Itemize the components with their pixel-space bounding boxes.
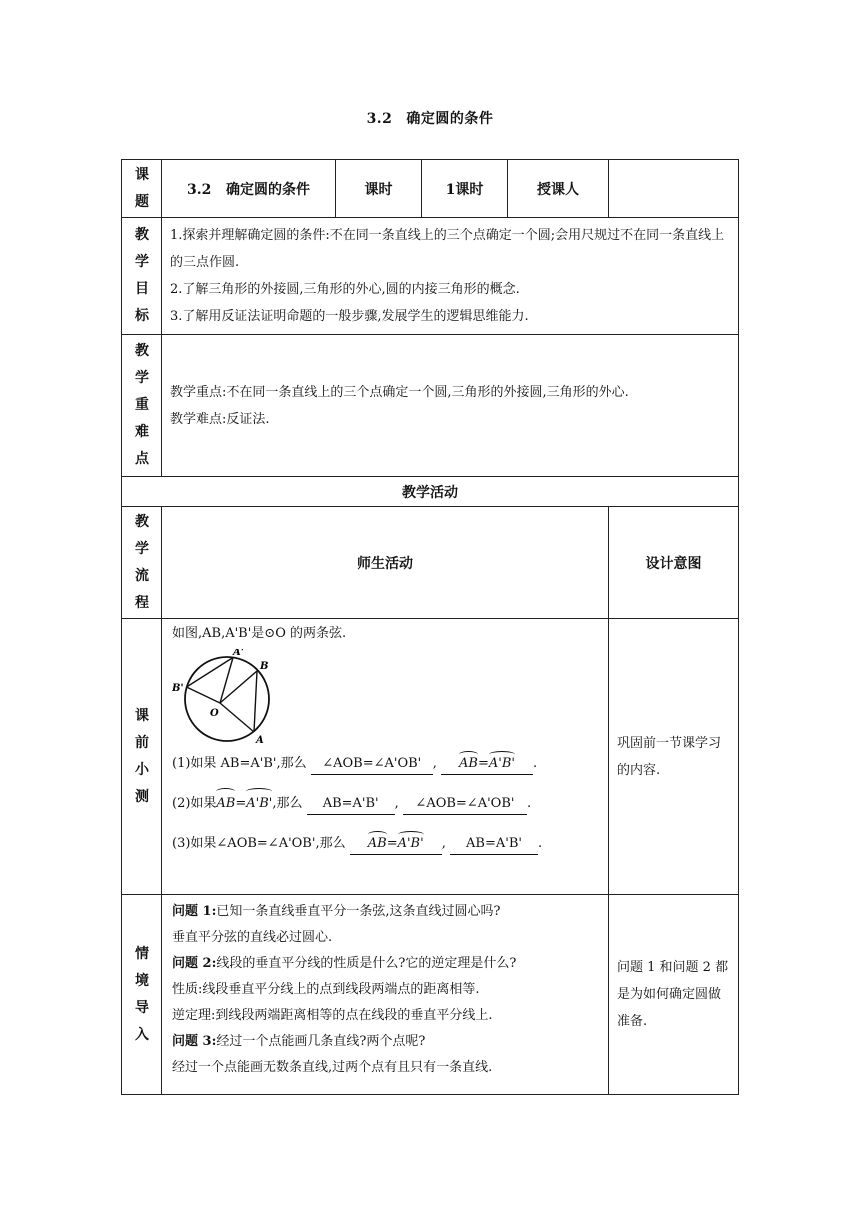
pretest-row (122, 619, 739, 895)
intro-answer-2a: 性质:线段垂直平分线上的点到线段两端点的距离相等. (172, 982, 480, 997)
radius-ob-prime (187, 687, 221, 703)
arc-a-prime-b-prime: A'B' (398, 834, 424, 854)
flow-header-row (122, 507, 739, 619)
teacher-value (609, 160, 739, 218)
q2-prefix: (2)如果 (172, 796, 217, 811)
q3-prefix: (3)如果∠AOB=∠A'OB',那么 (172, 836, 346, 851)
arc-ab: AB (368, 834, 387, 854)
title-number: 3.2 (366, 111, 393, 127)
q3-answer-1 (350, 834, 442, 855)
title-text: 确定圆的条件 (406, 111, 494, 127)
activity-column-header: 师生活动 (162, 507, 609, 619)
pretest-content (162, 619, 609, 895)
intro-question-3 (172, 1029, 598, 1055)
q2-title: 问题 2: (172, 956, 217, 971)
chord-ab (254, 671, 257, 732)
goal-item: 1.探索并理解确定圆的条件:不在同一条直线上的三个点确定一个圆;会用尺规过不在同一条直线上的三点作圆. (170, 228, 725, 270)
subject-cell (162, 160, 336, 218)
q3-answer-2: AB=A'B' (450, 834, 538, 855)
arc-a-prime-b-prime: A'B' (246, 791, 272, 817)
key-points-label: 教学重难点 (122, 335, 162, 477)
flow-label: 教学流程 (122, 507, 162, 619)
pretest-label: 课前小测 (122, 619, 162, 895)
lesson-plan-table (121, 159, 739, 1095)
pretest-design: 巩固前一节课学习的内容. (609, 619, 739, 895)
intro-answer-2b: 逆定理:到线段两端距离相等的点在线段的垂直平分线上. (172, 1008, 493, 1023)
label-a-prime: A' (233, 649, 244, 658)
pretest-question-1 (172, 751, 598, 777)
arc-ab: AB (459, 754, 478, 774)
activities-heading-row (122, 477, 739, 507)
q2-mid: ,那么 (272, 796, 303, 811)
q1-eq: = (478, 756, 489, 771)
key-point: 教学重点:不在同一条直线上的三个点确定一个圆,三角形的外接圆,三角形的外心. (170, 384, 629, 400)
intro-question-1 (172, 899, 598, 925)
key-points-row (122, 335, 739, 477)
q2-comma: , (394, 796, 399, 811)
pretest-question-2 (172, 791, 598, 817)
goals-content (162, 218, 739, 335)
q1-period: . (533, 756, 538, 771)
intro-answer-3: 经过一个点能画无数条直线,过两个点有且只有一条直线. (172, 1060, 493, 1075)
difficult-point: 教学难点:反证法. (170, 411, 270, 427)
period-label: 课时 (336, 160, 422, 218)
q3-text: 经过一个点能画几条直线?两个点呢? (216, 1034, 426, 1049)
radius-ob (220, 671, 257, 703)
q1-answer-1: ∠AOB=∠A'OB' (311, 754, 433, 775)
q1-prefix: (1)如果 AB=A'B',那么 (172, 756, 307, 771)
activities-heading: 教学活动 (122, 477, 739, 507)
q2-text: 线段的垂直平分线的性质是什么?它的逆定理是什么? (216, 956, 517, 971)
q2-period: . (526, 796, 532, 811)
q3-title: 问题 3: (172, 1034, 217, 1049)
q2-answer-2: ∠AOB=∠A'OB' (403, 794, 527, 815)
intro-label: 情境导入 (122, 895, 162, 1095)
radius-oa (220, 703, 254, 732)
document-title (0, 108, 860, 128)
circle-o (185, 657, 269, 741)
q1-title: 问题 1: (172, 904, 217, 919)
circle-figure (172, 649, 282, 745)
q3-period: . (538, 836, 543, 851)
q3-eq: = (386, 836, 398, 851)
goal-item: 3.了解用反证法证明命题的一般步骤,发展学生的逻辑思维能力. (170, 309, 529, 324)
q1-text: 已知一条直线垂直平分一条弦,这条直线过圆心吗? (216, 904, 501, 919)
q1-comma: , (432, 756, 437, 771)
label-b-prime: B' (172, 683, 184, 694)
intro-question-2 (172, 951, 598, 977)
pretest-intro: 如图,AB,A'B'是⊙O 的两条弦. (172, 626, 347, 641)
label-o: O (210, 708, 219, 719)
period-value: 1课时 (422, 160, 508, 218)
intro-content (162, 895, 609, 1095)
intro-row (122, 895, 739, 1095)
label-b: B (260, 661, 269, 672)
q2-answer-1: AB=A'B' (307, 794, 395, 815)
arc-a-prime-b-prime: A'B' (489, 754, 515, 774)
subject-label: 课题 (122, 160, 162, 218)
q2-eq: = (235, 796, 247, 811)
intro-answer-1: 垂直平分弦的直线必过圆心. (172, 930, 333, 945)
arc-ab: AB (216, 791, 235, 817)
header-row (122, 160, 739, 218)
q1-answer-2 (441, 754, 533, 775)
label-a: A (256, 735, 264, 745)
subject-name: 确定圆的条件 (225, 181, 310, 198)
goals-label: 教学目标 (122, 218, 162, 335)
pretest-question-3 (172, 831, 598, 857)
subject-number: 3.2 (187, 181, 212, 198)
goals-row (122, 218, 739, 335)
design-column-header: 设计意图 (609, 507, 739, 619)
key-points-content (162, 335, 739, 477)
goal-item: 2.了解三角形的外接圆,三角形的外心,圆的内接三角形的概念. (170, 282, 520, 297)
teacher-label: 授课人 (508, 160, 609, 218)
intro-design: 问题 1 和问题 2 都是为如何确定圆做准备. (609, 895, 739, 1095)
q3-comma: , (441, 836, 446, 851)
